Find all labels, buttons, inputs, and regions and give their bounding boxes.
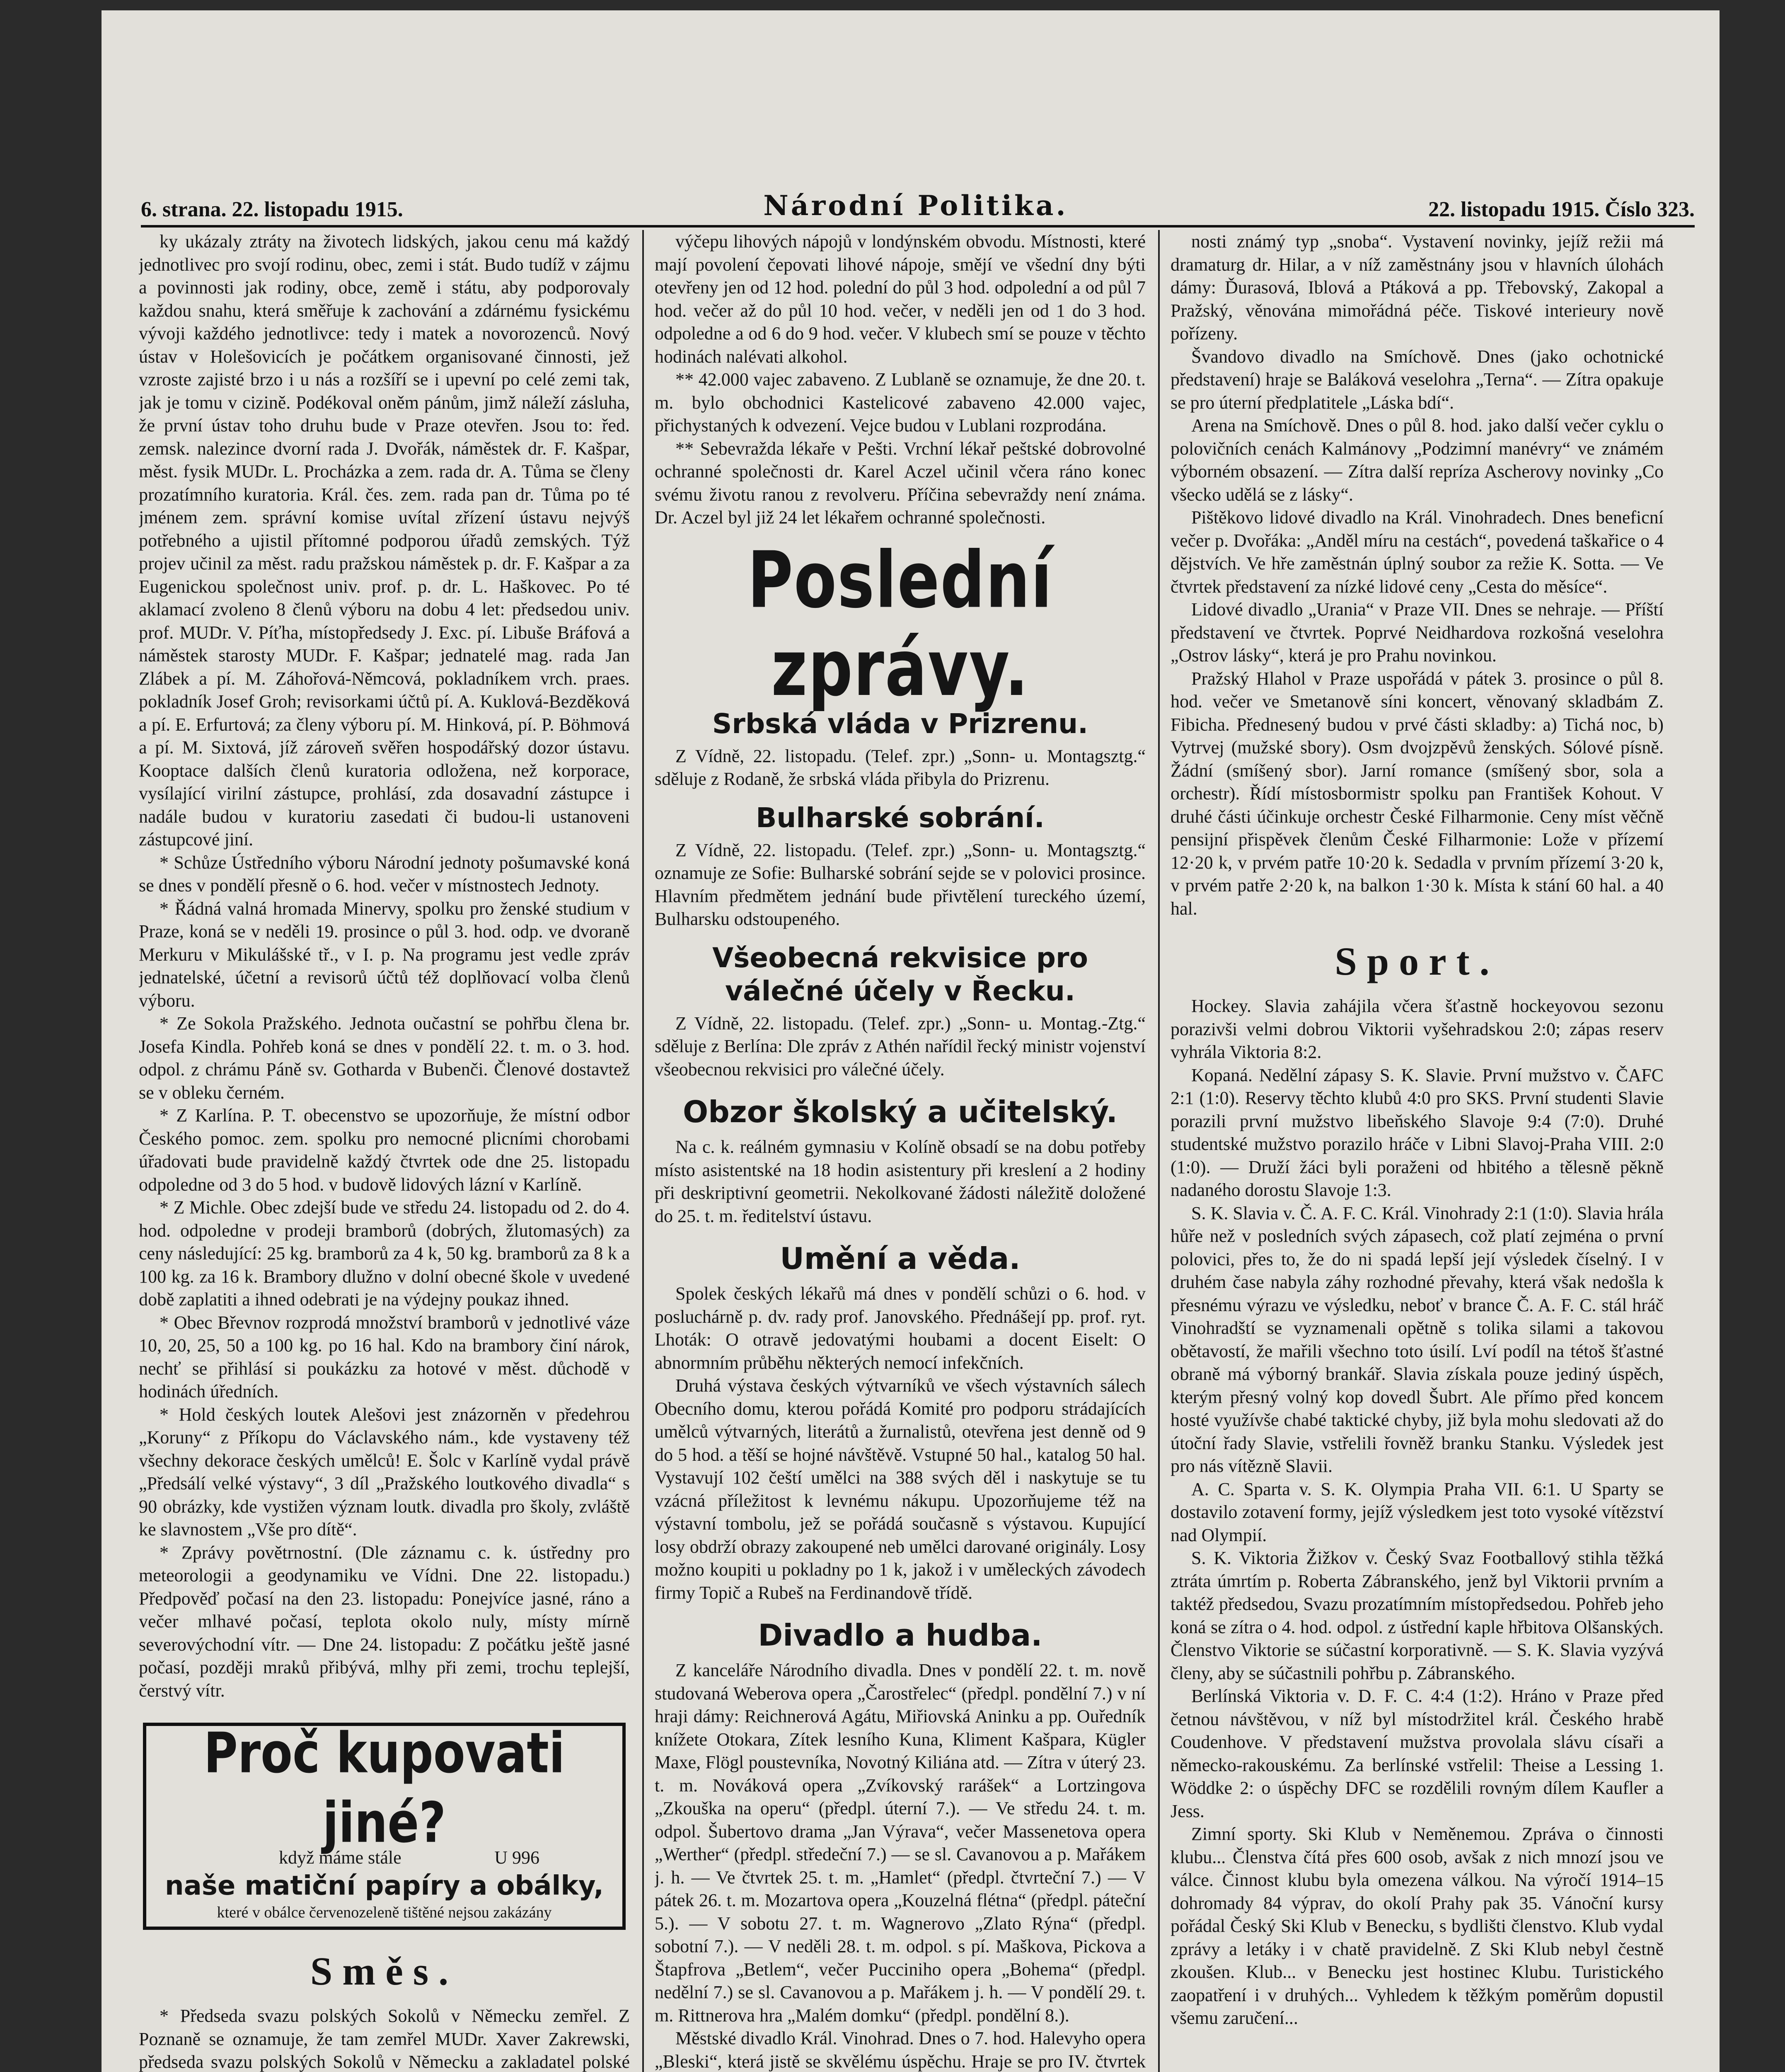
section-heading: Divadlo a hudba. [758,1618,1042,1653]
news-item: výčepu lihových nápojů v londýnském obvodu. Místnosti, které mají povolení čepovati lihové nápoje, smějí ve všední dny býti otevřeny jen od 12 hod. polední do půl 3 hod. odpolední a od půl 7 hod. večer až do půl 10 hod. večer, v neděli jen od 1 do 3 hod. odpoledne a od 6 do 9 hod. večer. V klubech smí se pouze v těchto hodinách nalévati alkohol. [655,231,1146,367]
sport-item: S. K. Slavia v. Č. A. F. C. Král. Vinohrady 2:1 (1:0). Slavia hrála hůře než v posledních svých zápasech, což platí zejména o první polovici, přes to, že do ni spadá lepší její výsledek číselný. I v druhém čase nabyla záhy rozhodné převahy, která však nedošla k přesnému výrazu ve výsledku, neboť v brance Č. A. F. C. stál hráč Vinohradští se vyznamenali opětně s tolika silami a takovou obětavostí, že mařili všechno toto úsilí. Lví podíl na tétoš šťastné obraně má výborný brankář. Slavia získala pouze jediný úspěch, kterým přesný volný kop dovedl Šubrt. Ale přímo před koncem hosté využívše chabé taktické chyby, již byla mohu sledovati až do útoční řady Slavie, vstřelili řovněž branku Stanku. Výsledek jest pro nás vítězně Slavii. [1171,1203,1664,1476]
news-item: Z Vídně, 22. listopadu. (Telef. zpr.) „Sonn- u. Montag.-Ztg.“ sděluje z Berlína: Dle zpráv z Athén nařídil řecký ministr vojenství všeobecnou rekvisici pro válečné účely. [655,1013,1146,1080]
sport-item: Hockey. Slavia zahájila včera šťastně hockeyovou sezonu porazivši velmi dobrou Viktorii vyšehradskou 2:0; zápas reserv vyhrála Viktoria 8:2. [1171,996,1664,1062]
sport-item: A. C. Sparta v. S. K. Olympia Praha VII. 6:1. U Sparty se dostavilo zotavení formy, jejíž výsledkem jest toto vysoké vítězství nad Olympií. [1171,1479,1664,1545]
news-item: Arena na Smíchově. Dnes o půl 8. hod. jako další večer cyklu o polovičních cenách Kalmánovy „Podzimní manévry“ ve známém výborném obsazení. — Zítra další repríza Ascherovy novinky „Co všecko udělá se z lásky“. [1171,415,1664,505]
news-item: Z Vídně, 22. listopadu. (Telef. zpr.) „Sonn- u. Montagsztg.“ oznamuje ze Sofie: Bulharské sobrání sejde se v polovici prosince. Hlavním předmětem jednání bude přivtělení tureckého území, Bulharsku odstoupeného. [655,840,1146,929]
news-item: * Předseda svazu polských Sokolů v Německu zemřel. Z Poznaně se oznamuje, že tam zemřel MUDr. Xaver Zakrewski, předseda svazu polských Sokolů v Německu a zakladatel polské [139,2006,630,2072]
header-right: 22. listopadu 1915. Číslo 323. [1428,198,1695,221]
news-item: Pištěkovo lidové divadlo na Král. Vinohradech. Dnes beneficní večer p. Dvořáka: „Anděl míru na cestách“, povedená taškařice o 4 dějstvích. Ve hře zaměstnán úplný soubor za režie K. Sotta. — Ve čtvrtek představení za nízké lidové ceny „Cesta do měsíce“. [1171,507,1664,597]
news-item: Městské divadlo Král. Vinohrad. Dnes o 7. hod. Halevyho opera „Bleski“, která jistě se skvělému úspěchu. Hraje se pro IV. čtvrtek [655,2028,1146,2072]
notice-paragraph: * Schůze Ústředního výboru Národní jednoty pošumavské koná se dnes v pondělí přesně o 6. hod. večer v místnostech Jednoty. [139,852,630,896]
notice-paragraph: * Hold českých loutek Alešovi jest znázorněn v předehrou „Koruny“ z Příkopu do Václavského nám., kde vystaveny též všechny dekorace českých umělců! E. Šolc v Karlíně vydal právě „Předsálí velké výstavy“, 3 díl „Pražského loutkového divadla“ s 90 obrázky, kde vystižen význam loutk. divadla pro školy, zvláště ke slavnostem „Vše pro dítě“. [139,1404,630,1539]
notice-paragraph: * Ze Sokola Pražského. Jednota oučastní se pohřbu člena br. Josefa Kindla. Pohřeb koná se dnes v pondělí 22. t. m. o 3. hod. odpol. z chrámu Páně sv. Gotharda v Bubenči. Členové dostavtež se v obleku černém. [139,1013,630,1103]
ad-main-line: naše matiční papíry a obálky, [165,1871,604,1901]
sport-item: S. K. Viktoria Žižkov v. Český Svaz Footballový stihla těžká ztráta úmrtím p. Roberta Zábranského, jenž byl Viktorii prvním a taktéž předsedou, Svazu prozatímním místopředsedou. Pohřeb jeho koná se zítra o 4. hod. odpol. z ústřední kaple hřbitova Olšanských. Členstvo Viktorie se súčastní korporativně. — S. K. Slavia vyzývá členy, aby se súčastnili pohřbu p. Zábranského. [1171,1548,1664,1683]
sport-item: Berlínská Viktoria v. D. F. C. 4:4 (1:2). Hráno v Praze před četnou návštěvou, v níž byl místodržitel král. Českého hrabě Coudenhove. V představení mužstva provolala slávu císaři a německo-rakouskému. Za berlínské vstřelil: Theise a Lessing 1. Wöddke 2: o úspěchy DFC se rozdělili rovným dílem Kaufler a Jess. [1171,1686,1664,1821]
article-paragraph: ky ukázaly ztráty na životech lidských, jakou cenu má každý jednotlivec pro svojí rodinu, obec, zemi i stát. Budo tudíž v zájmu a povinnosti jak rodiny, obce, země i státu, aby podporovaly každou snahu, která směřuje k zachování a zdárnému fysickému vývoji každého jednotlivce: tedy i matek a novorozenců. Nový ústav v Holešovicích je počátkem organisované činnosti, jež vzroste zajisté brzo i u nás a rozšíří se i upevní po celé zemi tak, jak je tomu v cizině. Podékoval oněm pánům, jimž náleží zásluha, že první ústav toho druhu bude v Praze otevřen. Jsou to: řed. zemsk. nalezince dvorní rada J. Dvořák, náměstek dr. F. Kašpar, měst. fysik MUDr. L. Procházka a zem. rada dr. A. Tůma se členy prozatímního kuratoria. Král. čes. zem. rada pan dr. Tůma po té jménem zem. správní komise uvítal zřízení ústavu nejvýš potřebného a ujistil přítomné podporou úřadů zemských. Týž projev učinil za měst. radu pražskou náměstek p. dr. F. Kašpar a za Eugenickou společnost univ. prof. p. dr. L. Haškovec. Po té aklamací zvoleno 8 členů výboru na dobu 4 let: předsedou univ. prof. MUDr. V. Píťha, místopředsedy J. Exc. pí. Libuše Bráfová a náměstek starosty MUDr. F. Kašpar; jednatelé mag. rada Jan Zlábek a pí. M. Záhořová-Němcová, pokladníkem vrch. praes. pokladník Josef Groh; revisorkami účtů pí. A. Kuklová-Bezděková a pí. E. Erfurtová; za členy výboru pí. M. Hinková, pí. P. Böhmová a pí. M. Sixtová, jíž zároveň svěřen hospodářský dozor ústavu. Kooptace dalších členů kuratoria odložena, než korporace, vysílající virilní zástupce, prohlásí, zda dosavadní zástupce i nadále budou v kuratoriu zasedati či budou-li ustanoveni zástupcové jiní. [139,231,630,850]
column-3 [1171,230,1664,2072]
latest-news-heading: Poslední zprávy. [747,535,1053,714]
news-item: Z kanceláře Národního divadla. Dnes v pondělí 22. t. m. nově studovaná Weberova opera „Čarostřelec“ (předpl. pondělní 7.) v ní hraji dámy: Reichnerová Agátu, Miřiovská Aninku a pp. Ouředník knížete Otokara, Zítek lesního Kuna, Kliment Kašpara, Kügler Maxe, Flögl poustevníka, Novotný Kiliána atd. — Zítra v úterý 23. t. m. Nováková opera „Zvíkovský rarášek“ a Lortzingova „Zkouška na operu“ (předpl. úterní 7.). — Ve středu 24. t. m. odpol. Šubertovo drama „Jan Výrava“, večer Massenetova opera „Werther“ (předpl. středeční 7.) — se sl. Cavanovou a p. Mařákem j. h. — Ve čtvrtek 25. t. m. „Hamlet“ (předpl. čtvrteční 7.) — V pátek 26. t. m. Mozartova opera „Kouzelná flétna“ (předpl. páteční 5.). — V sobotu 27. t. m. Wagnerovo „Zlato Rýna“ (předpl. sobotní 7.). — V neděli 28. t. m. odpol. s pí. Maškova, Pickova a Štapfrova „Betlem“, večer Pucciniho opera „Bohema“ (předpl. nedělní 7.) se sl. Cavanovou a p. Mařákem j. h. — V pondělí 29. t. m. Rittnerova hra „Malém domku“ (předpl. pondělní 8.). [655,1660,1146,2026]
news-item: Spolek českých lékařů má dnes v pondělí schůzi o 6. hod. v posluchárně p. dv. rady prof. Janovského. Přednášejí pp. prof. ryt. Lhoták: O otravě jedovatými houbami a docent Eiselt: O abnormním průběhu některých nemocí infekčních. [655,1283,1146,1373]
notice-paragraph: * Obec Břevnov rozprodá množství bramborů v jednotlivé váze 10, 20, 25, 50 a 100 kg. po 16 hal. Kdo na brambory činí nárok, nechť se přihlásí si poukázku za hotové v měst. důchodě v hodinách úředních. [139,1312,630,1402]
column-2 [655,230,1146,2072]
notice-paragraph: * Z Michle. Obec zdejší bude ve středu 24. listopadu od 2. do 4. hod. odpoledne v prodeji bramborů (dobrých, žlutomasých) za ceny následující: 25 kg. bramborů za 4 k, 50 kg. bramborů za 8 k a 100 kg. za 16 k. Brambory dlužno v dolní obecné škole v uvedené době zaplatiti a ihned odebrati je na výdejny poukaz ihned. [139,1197,630,1310]
news-item: ** 42.000 vajec zabaveno. Z Lublaně se oznamuje, že dne 20. t. m. bylo obchodnici Kastelicové zabaveno 42.000 vajec, přichystaných k odvezení. Vejce budou v Lublani rozprodána. [655,369,1146,436]
notice-paragraph: * Řádná valná hromada Minervy, spolku pro ženské studium v Praze, koná se v neděli 19. prosince o půl 3. hod. odp. ve dvoraně Merkuru v Mikulášské tř., v I. p. Na programu jest vedle zpráv jednatelské, účetní a revisorů účtů též doplňovací volba členů výboru. [139,898,630,1011]
advertisement-box [143,1723,626,1930]
news-item: Švandovo divadlo na Smíchově. Dnes (jako ochotnické představení) hraje se Baláková veselohra „Terna“. — Zítra opakuje se pro úterní předplatitele „Láska bdí“. [1171,346,1664,413]
column-1 [139,230,630,2072]
column-rule [642,230,644,2072]
section-heading: Bulharské sobrání. [756,801,1045,834]
newspaper-page [102,10,1720,2072]
section-heading: Umění a věda. [780,1241,1021,1276]
news-item: ** Sebevražda lékaře v Pešti. Vrchní lékař peštské dobrovolné ochranné společnosti dr. Karel Aczel učinil včera ráno konec svému životu ranou z revolveru. Příčina sebevraždy není známa. Dr. Aczel byl již 24 let lékařem ochranné společnosti. [655,438,1146,528]
section-heading-sport: Sport. [1335,939,1500,983]
masthead-title: Národní Politika. [763,189,1068,222]
ad-note: které v obálce červenozeleně tištěné nejsou zakázány [217,1904,552,1921]
news-item: nosti známý typ „snoba“. Vystavení novinky, jejíž režii má dramaturg dr. Hilar, a v níž zaměstnány jsou v hlavních úlohách dámy: Ďurasová, Iblová a Ptáková a pp. Třebovský, Zakopal a Pražský, věnována mimořádná péče. Tiskové interieury nově pořízeny. [1171,231,1664,344]
news-item: Na c. k. reálném gymnasiu v Kolíně obsadí se na dobu potřeby místo asistentské na 18 hodin asistentury při kreslení a 2 hodiny při deskriptivní geometrii. Nekolkované žádosti náležitě doložené do 25. t. m. ředitelství ústavu. [655,1137,1146,1226]
sport-item: Zimní sporty. Ski Klub v Neměnemou. Zpráva o činnosti klubu... Členstva čítá přes 600 osob, avšak z nich mnozí jsou ve válce. Činnost klubu byla omezena válkou. Na výročí 1914–15 dohromady 84 výprav, do okolí Prahy pak 35. Vánoční kursy pořádal Český Ski Klub v Benecku, s bydlišti členstvo. Klub vydal zprávy a letáky i v chatě pravidelně. Z Ski Klub nebyl čestně zkoušen. Klub... v Benecku jest hostinec Klubu. Turistického zaopatření i v druhých... Vyhledem k těžkým poměrům dopustil všemu zaručení... [1171,1824,1664,2028]
news-item: Lidové divadlo „Urania“ v Praze VII. Dnes se nehraje. — Příští představení ve čtvrtek. Poprvé Neidhardova rozkošná veselohra „Ostrov lásky“, která je pro Prahu novinkou. [1171,599,1664,666]
news-item: Z Vídně, 22. listopadu. (Telef. zpr.) „Sonn- u. Montagsztg.“ sděluje z Rodaně, že srbská vláda přibyla do Prizrenu. [655,746,1146,789]
section-heading: Obzor školský a učitelský. [683,1094,1117,1129]
section-heading: Srbská vláda v Prizrenu. [712,707,1088,740]
ad-code: U 996 [494,1847,539,1868]
ad-title: Proč kupovati jiné? [203,1721,565,1855]
column-rule [1158,230,1160,2072]
sport-item: Kopaná. Nedělní zápasy S. K. Slavie. První mužstvo v. ČAFC 2:1 (1:0). Reservy těchto klubů 4:0 pro SKS. První studenti Slavie porazili první mužstvo libeňského Slavoje 9:4 (7:0). Druhé studentské mužstvo porazilo hráče v Libni Slavoj-Praha VIII. 2:0 (1:0). — Druží žáci byli poraženi od hbitého a tělesně pěkně nadaného dorostu Slavoje 1:3. [1171,1065,1664,1200]
ad-sub-left: když máme stále [279,1847,402,1868]
weather-report: * Zprávy povětrnostní. (Dle záznamu c. k. ústředny pro meteorologii a geodynamiku ve Vídni. Dne 22. listopadu.) Předpověď počasí na den 23. listopadu: Ponejvíce jasné, ráno a večer mlhavé počasí, teplota okolo nuly, místy mírně severovýchodní vítr. — Dne 24. listopadu: Z počátku ještě jasné počasí, později mraků přibývá, mlhy při zemi, trochu teplejší, čerstvý vítr. [139,1542,630,1701]
section-heading: Všeobecná rekvisice pro válečné účely v Řecku. [712,942,1088,1007]
news-item: Pražský Hlahol v Praze uspořádá v pátek 3. prosince o půl 8. hod. večer ve Smetanově síni koncert, věnovaný skladbám Z. Fibicha. Přednesený budou v prvé části skladby: a) Tichá noc, b) Vytrvej (mužské sbory). Osm dvojzpěvů ženských. Sólové písně. Žádní (smíšený sbor). Jarní romance (smíšený sbor, sola a orchestr). Řídí místosbormistr spolku pan František Kohout. V druhé části účinkuje orchestr České Filharmonie. Ceny míst věčně pensijní přispěvek členům České Filharmonie: Lože v přízemí 12·20 k, v prvém patře 10·20 k. Sedadla v prvním přízemí 3·20 k, v prvém patře 2·20 k, na balkon 1·30 k. Místa k stání 60 hal. a 40 hal. [1171,668,1664,919]
news-item: Druhá výstava českých výtvarníků ve všech výstavních sálech Obecního domu, kterou pořádá Komité pro podporu strádajících umělců výtvarných, literátů a žurnalistů, otevřena jest denně od 9 do 5 hod. a těší se hojné návštěvě. Vstupné 50 hal., katalog 50 hal. Vystavují 102 čeští umělci na 388 svých děl i naskytuje se tu vzácná příležitost k levnému nákupu. Upozorňujeme též na výstavní tombolu, jež se pořádá současně s výstavou. Kupující losy obdrží obrazy zakoupené neb umělci darované originály. Losy možno koupiti u pokladny po 1 k, jakož i v uměleckých závodech firmy Topič a Rubeš na Ferdinandově třídě. [655,1375,1146,1603]
header-left: 6. strana. 22. listopadu 1915. [141,198,403,221]
page-header [141,189,1695,228]
section-heading-smes: Směs. [310,1949,459,1993]
notice-paragraph: * Z Karlína. P. T. obecenstvo se upozorňuje, že místní odbor Českého pomoc. zem. spolku pro nemocné plicními chorobami úřadovati bude pravidelně každý čtvrtek ode dne 25. listopadu odpoledne od 3 do 5 hod. v budově lidových lázní v Karlíně. [139,1105,630,1195]
